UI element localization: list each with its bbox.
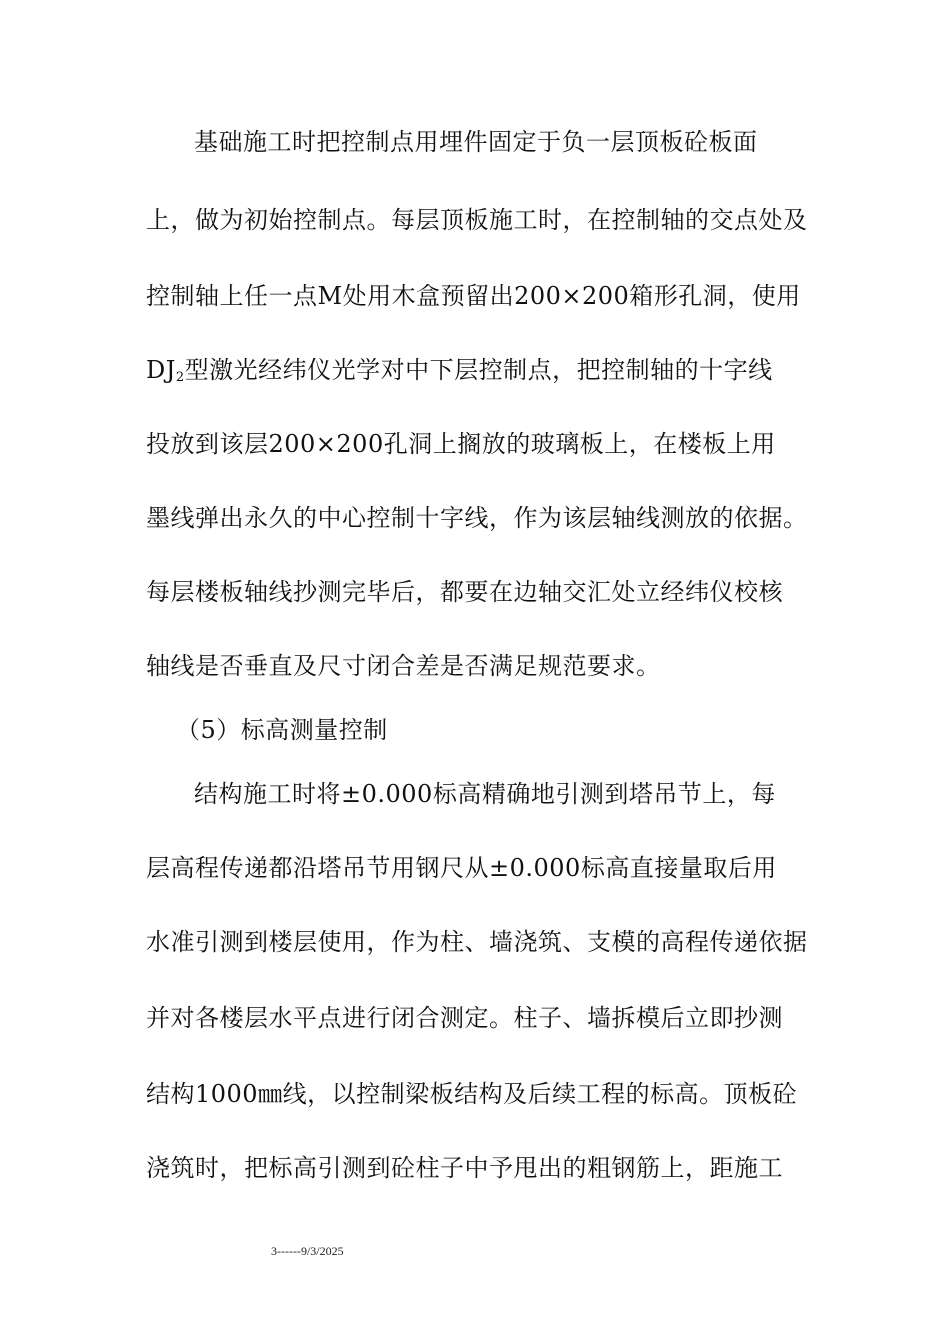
paragraph-1-line-1: 基础施工时把控制点用埋件固定于负一层顶板砼板面 <box>194 128 758 156</box>
paragraph-2-line-6: 浇筑时，把标高引测到砼柱子中予甩出的粗钢筋上，距施工 <box>146 1154 783 1182</box>
instrument-model-prefix: DJ <box>146 356 176 384</box>
page-footer: 3------9/3/2025 <box>271 1244 344 1258</box>
paragraph-1-line-3: 控制轴上任一点M处用木盒预留出200×200箱形孔洞，使用 <box>146 282 801 310</box>
paragraph-2-line-3: 水准引测到楼层使用，作为柱、墙浇筑、支模的高程传递依据 <box>146 928 808 956</box>
paragraph-2-line-1: 结构施工时将±0.000标高精确地引测到塔吊节上，每 <box>194 780 776 808</box>
paragraph-1-line-6: 墨线弹出永久的中心控制十字线，作为该层轴线测放的依据。 <box>146 504 808 532</box>
paragraph-2-line-2: 层高程传递都沿塔吊节用钢尺从±0.000标高直接量取后用 <box>146 854 777 882</box>
paragraph-2-line-5: 结构1000㎜线，以控制梁板结构及后续工程的标高。顶板砼 <box>146 1080 798 1108</box>
paragraph-1-line-2: 上，做为初始控制点。每层顶板施工时，在控制轴的交点处及 <box>146 206 808 234</box>
paragraph-1-line-5: 投放到该层200×200孔洞上搁放的玻璃板上，在楼板上用 <box>146 430 776 458</box>
paragraph-2-line-4: 并对各楼层水平点进行闭合测定。柱子、墙拆模后立即抄测 <box>146 1004 783 1032</box>
paragraph-1-line-7: 每层楼板轴线抄测完毕后，都要在边轴交汇处立经纬仪校核 <box>146 578 783 606</box>
instrument-model-subscript: 2 <box>175 370 185 385</box>
section-heading-elevation-control: （5）标高测量控制 <box>176 716 388 744</box>
paragraph-1-line-8: 轴线是否垂直及尺寸闭合差是否满足规范要求。 <box>146 652 661 680</box>
paragraph-1-line-4-text: 型激光经纬仪光学对中下层控制点，把控制轴的十字线 <box>184 356 773 384</box>
paragraph-1-line-4 <box>146 356 826 392</box>
